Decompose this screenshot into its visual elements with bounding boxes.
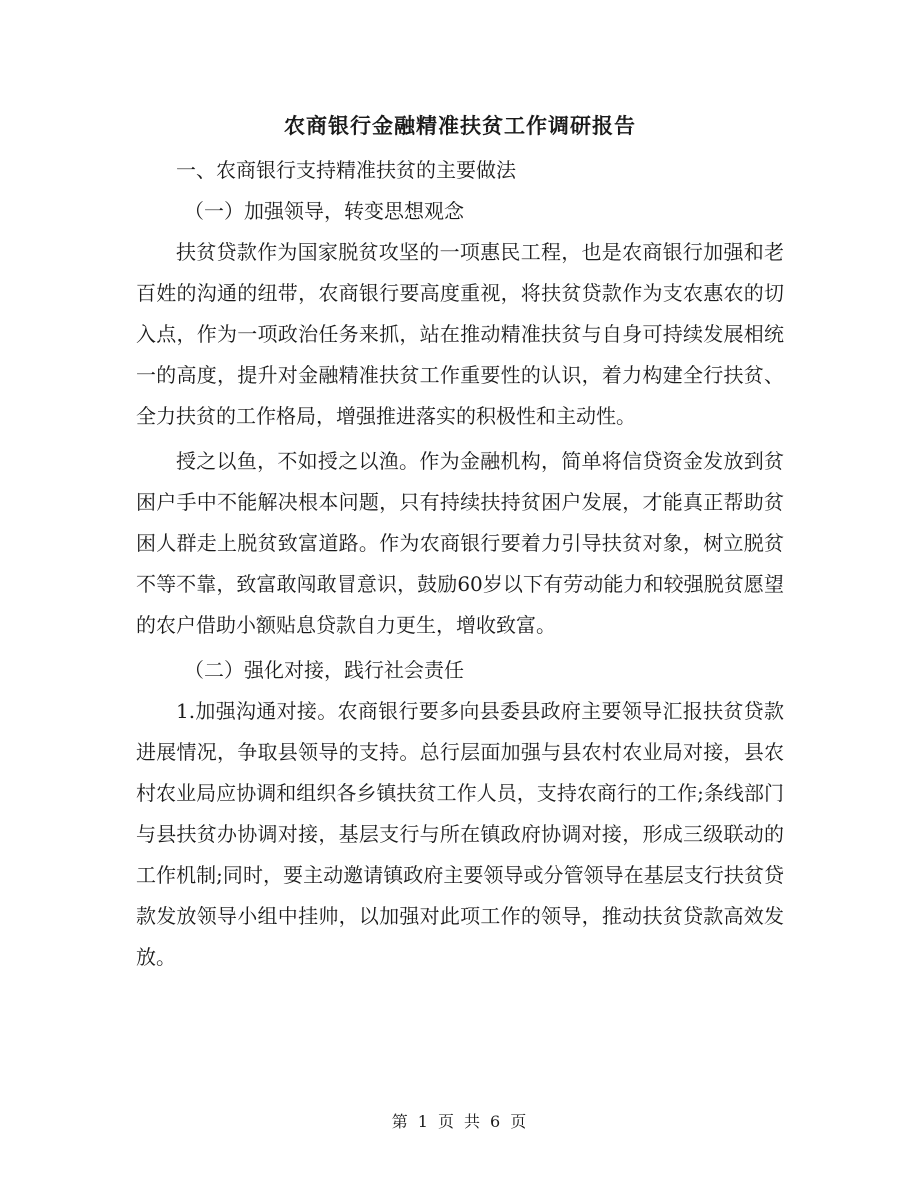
subsection-heading: （二）强化对接，践行社会责任 <box>184 658 464 682</box>
footer-label: 共 <box>464 1112 483 1131</box>
paragraph: 扶贫贷款作为国家脱贫攻坚的一项惠民工程，也是农商银行加强和老百姓的沟通的纽带，农商银行要高度重视，将扶贫贷款作为支农惠农的切入点，作为一项政治任务来抓，站在推动精准扶贫与自身可持续发展相统一的高度，提升对金融精准扶贫工作重要性的认识，着力构建全行扶贫、全力扶贫的工作格局，增强推进落实的积极性和主动性。 <box>136 240 784 428</box>
document-title: 农商银行金融精准扶贫工作调研报告 <box>284 113 636 138</box>
paragraph: 1.加强沟通对接。农商银行要多向县委县政府主要领导汇报扶贫贷款进展情况，争取县领导的支持。总行层面加强与县农村农业局对接，县农村农业局应协调和组织各乡镇扶贫工作人员，支持农商行的工作;条线部门与县扶贫办协调对接，基层支行与所在镇政府协调对接，形成三级联动的工作机制;同时，要主动邀请镇政府主要领导或分管领导在基层支行扶贫贷款发放领导小组中挂帅，以加强对此项工作的领导，推动扶贫贷款高效发放。 <box>136 699 784 969</box>
page-footer <box>0 1110 920 1134</box>
paragraph: 授之以鱼，不如授之以渔。作为金融机构，简单将信贷资金发放到贫困户手中不能解决根本问题，只有持续扶持贫困户发展，才能真正帮助贫困人群走上脱贫致富道路。作为农商银行要着力引导扶贫对象，树立脱贫不等不靠，致富敢闯敢冒意识，鼓励60岁以下有劳动能力和较强脱贫愿望的农户借助小额贴息贷款自力更生，增收致富。 <box>136 449 784 637</box>
footer-label: 页 <box>510 1112 529 1131</box>
total-pages-number: 6 <box>490 1112 503 1131</box>
footer-label: 页 <box>437 1112 456 1131</box>
current-page-number: 1 <box>417 1112 430 1131</box>
footer-label: 第 <box>391 1112 410 1131</box>
subsection-heading: （一）加强领导，转变思想观念 <box>184 199 464 223</box>
section-heading: 一、农商银行支持精准扶贫的主要做法 <box>176 158 516 182</box>
document-body <box>136 150 784 982</box>
